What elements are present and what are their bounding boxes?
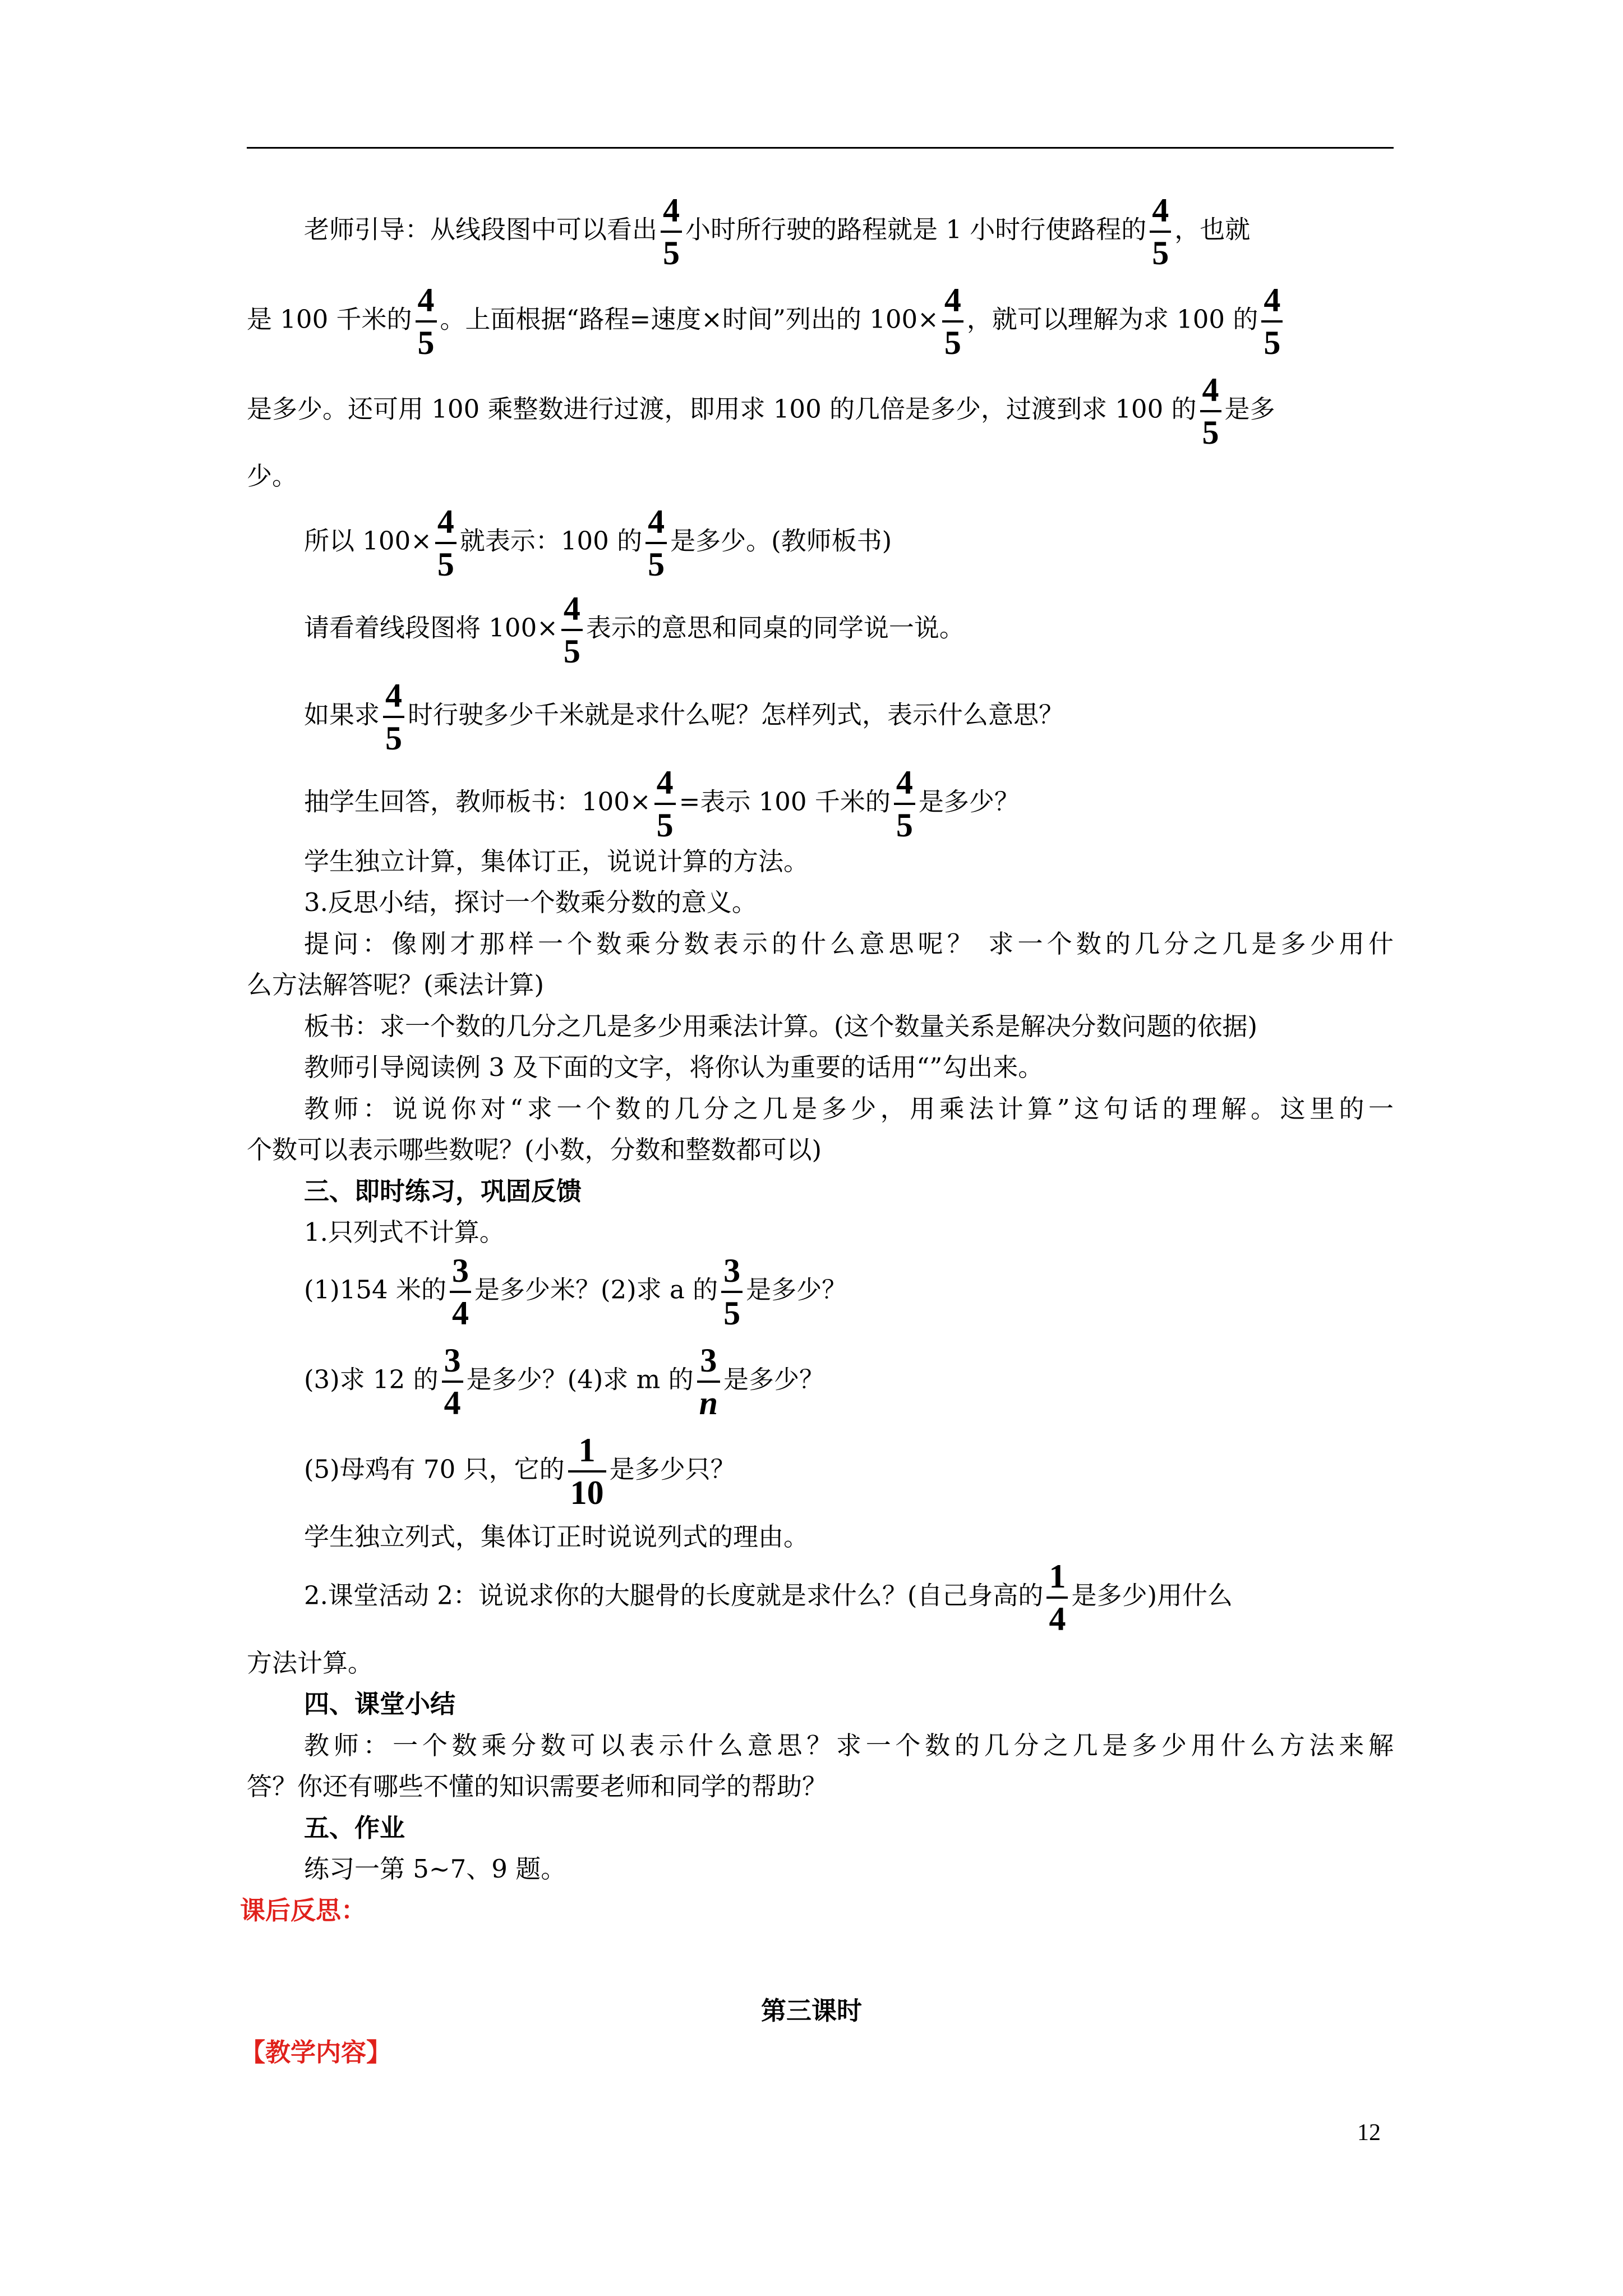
denominator: 5 (385, 720, 403, 757)
fraction-4-5 (383, 679, 404, 755)
fraction-bar (416, 320, 437, 323)
fraction-bar (450, 1291, 471, 1293)
paragraph-line: 教师：一个数乘分数可以表示什么意思？求一个数的几分之几是多少用什么方法来解 (304, 1731, 1394, 1760)
text-run: 就表示：100 的 (459, 526, 643, 556)
numerator: 4 (896, 764, 913, 801)
fraction-bar (654, 803, 676, 805)
header-rule (247, 147, 1394, 149)
fraction-4-5 (1150, 194, 1171, 270)
fraction-bar (661, 231, 682, 233)
numerator: 4 (663, 192, 680, 229)
text-run: 表示的意思和同桌的同学说一说。 (585, 613, 965, 643)
fraction-bar (561, 629, 583, 631)
fraction-bar (435, 542, 457, 544)
denominator: 5 (663, 234, 680, 272)
paragraph-line: 学生独立列式，集体订正时说说列式的理由。 (304, 1522, 809, 1552)
fraction-4-5 (661, 194, 682, 270)
fraction-bar (1150, 231, 1171, 233)
text-run: 是多少？ (723, 1364, 825, 1395)
fraction-3-4 (450, 1254, 471, 1330)
fraction-3-n (697, 1343, 720, 1420)
numerator: 1 (578, 1432, 596, 1469)
numerator: 4 (944, 282, 961, 319)
fraction-bar (1261, 320, 1283, 323)
paragraph-line (304, 679, 1451, 755)
numerator: 3 (451, 1252, 469, 1289)
fraction-4-5 (561, 592, 583, 668)
text-run: ，就可以理解为求 100 的 (966, 304, 1258, 334)
fraction-4-5 (1200, 373, 1221, 449)
fraction-bar (442, 1381, 463, 1383)
denominator: 5 (563, 633, 580, 670)
denominator: 5 (896, 807, 913, 844)
denominator: 5 (656, 807, 674, 844)
numerator: 4 (1152, 192, 1169, 229)
paragraph-line: 教师：说说你对“求一个数的几分之几是多少，用乘法计算”这句话的理解。这里的一 (304, 1094, 1394, 1124)
text-run: 是多少？ (746, 1274, 847, 1305)
paragraph-line (304, 505, 1451, 581)
text-run: 如果求 (304, 700, 380, 730)
paragraph-line: 提问：像刚才那样一个数乘分数表示的什么意思呢？ 求一个数的几分之几是多少用什 (304, 929, 1394, 959)
denominator: 4 (451, 1295, 469, 1332)
denominator: 4 (444, 1384, 461, 1421)
fraction-bar (942, 320, 963, 323)
denominator: 5 (1152, 234, 1169, 272)
fraction-4-5 (654, 766, 676, 842)
text-run: 是多少？(4)求 m 的 (466, 1364, 694, 1395)
numerator: 4 (385, 677, 403, 714)
fraction-4-5 (894, 766, 915, 842)
fraction-bar (383, 716, 404, 718)
section-heading: 五、作业 (304, 1813, 405, 1843)
numerator: 3 (723, 1252, 741, 1289)
denominator: 5 (944, 324, 961, 361)
text-run: 是多少只？ (609, 1454, 736, 1484)
fraction-4-5 (416, 283, 437, 360)
fraction-3-4 (442, 1343, 463, 1420)
paragraph-line: 1.只列式不计算。 (304, 1217, 505, 1247)
fraction-4-5 (645, 505, 667, 581)
text-run: 是多少。(教师板书) (670, 526, 892, 556)
text-run: 小时所行驶的路程就是 1 小时行使路程的 (685, 214, 1147, 245)
text-run: (1)154 米的 (304, 1274, 446, 1305)
denominator: 5 (648, 546, 665, 583)
denominator: 5 (1264, 324, 1281, 361)
section-heading: 三、即时练习，巩固反馈 (304, 1176, 582, 1206)
content-heading: 【教学内容】 (240, 2037, 392, 2067)
text-run: 是多少米？(2)求 a 的 (474, 1274, 718, 1305)
paragraph-line: 板书：求一个数的几分之几是多少用乘法计算。(这个数量关系是解决分数问题的依据) (304, 1011, 1258, 1041)
text-run: 老师引导：从线段图中可以看出 (304, 214, 658, 245)
numerator: 4 (656, 764, 674, 801)
paragraph-line: 教师引导阅读例 3 及下面的文字，将你认为重要的话用“”勾出来。 (304, 1052, 1044, 1082)
numerator: 4 (437, 503, 454, 540)
denominator: 5 (437, 546, 454, 583)
paragraph-line (304, 766, 1451, 842)
fraction-bar (645, 542, 667, 544)
numerator: 1 (1049, 1558, 1066, 1595)
text-run: (3)求 12 的 (304, 1364, 439, 1395)
text-run: 是多 (1224, 394, 1275, 424)
text-run: 抽学生回答，教师板书：100× (304, 786, 651, 817)
paragraph-line (247, 283, 1394, 360)
numerator: 4 (563, 590, 580, 627)
text-run: 是多少)用什么 (1071, 1580, 1233, 1611)
denominator: 4 (1049, 1600, 1066, 1637)
denominator: n (699, 1384, 718, 1421)
numerator: 4 (417, 282, 435, 319)
paragraph-line: 学生独立计算，集体订正，说说计算的方法。 (304, 846, 809, 876)
fraction-bar (1200, 410, 1221, 412)
text-run: 是多少？ (918, 786, 1020, 817)
paragraph-line (304, 592, 1451, 668)
fraction-bar (721, 1291, 743, 1293)
fraction-3-5 (721, 1254, 743, 1330)
fraction-bar (697, 1381, 720, 1383)
fraction-4-5 (1261, 283, 1283, 360)
numerator: 3 (700, 1342, 717, 1379)
denominator: 5 (417, 324, 435, 361)
fraction-4-5 (435, 505, 457, 581)
section-heading: 四、课堂小结 (304, 1689, 456, 1719)
exercise-line (304, 1433, 1451, 1510)
paragraph-line: 少。 (247, 461, 298, 491)
paragraph-line: 3.反思小结，探讨一个数乘分数的意义。 (304, 887, 757, 917)
paragraph-line: 么方法解答呢？(乘法计算) (247, 970, 545, 1000)
numerator: 4 (1202, 371, 1219, 408)
paragraph-line: 练习一第 5~7、9 题。 (304, 1854, 566, 1884)
fraction-1-10 (568, 1433, 606, 1510)
paragraph-line (304, 1559, 1451, 1636)
text-run: 。上面根据“路程=速度×时间”列出的 100× (440, 304, 939, 334)
text-run: 请看着线段图将 100× (304, 613, 558, 643)
fraction-bar (894, 803, 915, 805)
paragraph-line (247, 373, 1394, 449)
fraction-4-5 (942, 283, 963, 360)
text-run: 是多少。还可用 100 乘整数进行过渡，即用求 100 的几倍是多少，过渡到求 100 的 (247, 394, 1197, 424)
reflection-label: 课后反思： (240, 1895, 367, 1925)
fraction-bar (1046, 1596, 1068, 1599)
denominator: 5 (1202, 414, 1219, 451)
paragraph-line: 答？你还有哪些不懂的知识需要老师和同学的帮助？ (247, 1772, 828, 1801)
fraction-bar (568, 1470, 606, 1473)
paragraph-line: 方法计算。 (247, 1648, 374, 1678)
text-run: =表示 100 千米的 (679, 786, 891, 817)
text-run: (5)母鸡有 70 只，它的 (304, 1454, 565, 1484)
exercise-line (304, 1343, 1451, 1420)
numerator: 4 (648, 503, 665, 540)
text-run: 所以 100× (304, 526, 432, 556)
text-run: 时行驶多少千米就是求什么呢？怎样列式，表示什么意思？ (408, 700, 1064, 730)
denominator: 5 (723, 1295, 741, 1332)
paragraph-line: 个数可以表示哪些数呢？(小数，分数和整数都可以) (247, 1135, 822, 1165)
text-run: ，也就 (1174, 214, 1251, 245)
lesson-title: 第三课时 (760, 1996, 862, 2026)
page-number: 12 (1357, 2120, 1381, 2146)
text-run: 是 100 千米的 (247, 304, 412, 334)
text-run: 2.课堂活动 2：说说求你的大腿骨的长度就是求什么？(自己身高的 (304, 1580, 1044, 1611)
paragraph-line (304, 194, 1451, 270)
denominator: 10 (570, 1474, 604, 1511)
numerator: 3 (444, 1342, 461, 1379)
fraction-1-4 (1046, 1559, 1068, 1636)
exercise-line (304, 1254, 1451, 1330)
numerator: 4 (1264, 282, 1281, 319)
